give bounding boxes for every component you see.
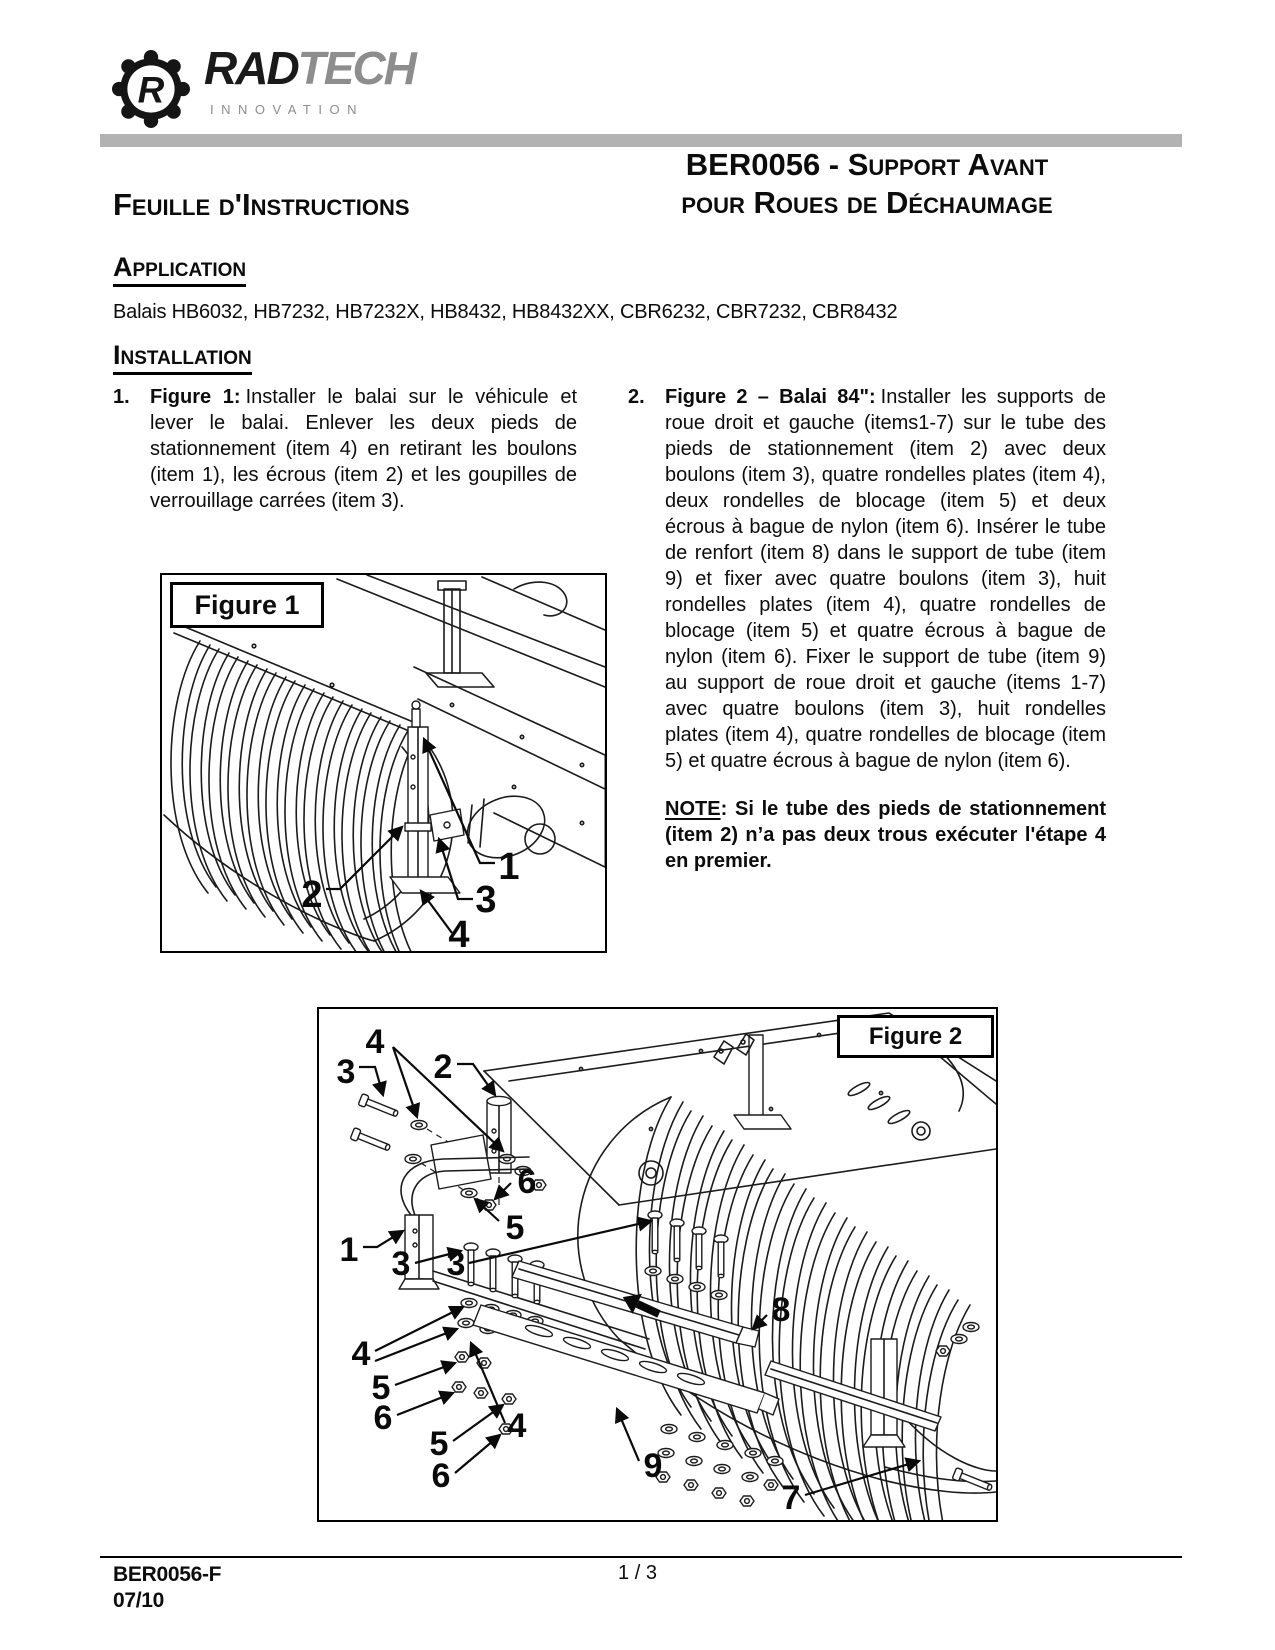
step-text bbox=[150, 384, 577, 514]
badge-letter: R bbox=[137, 69, 165, 111]
radtech-wordmark bbox=[204, 42, 415, 130]
application-heading: Application bbox=[113, 252, 246, 287]
wordmark-tech: TECH bbox=[297, 42, 415, 94]
figure2-callout-6c: 6 bbox=[431, 1457, 451, 1495]
figure1-drawing bbox=[162, 575, 605, 951]
figure2-callout-4b: 4 bbox=[351, 1335, 371, 1373]
figure2-callout-7: 7 bbox=[781, 1479, 801, 1517]
figure1-callout-1: 1 bbox=[498, 846, 520, 888]
figure2-callout-6a: 6 bbox=[517, 1163, 537, 1201]
installation-note bbox=[665, 796, 1106, 874]
figure2-callout-5b: 5 bbox=[371, 1369, 391, 1407]
product-title bbox=[628, 146, 1106, 222]
installation-step-1 bbox=[113, 384, 577, 514]
figure1-callout-4: 4 bbox=[448, 914, 470, 951]
figure1-callout-2: 2 bbox=[301, 874, 323, 916]
figure2-callout-9: 9 bbox=[643, 1447, 663, 1485]
product-title-line1: BER0056 - Support Avant bbox=[685, 147, 1049, 182]
figure2-callout-5a: 5 bbox=[505, 1209, 525, 1247]
step-body: Installer le balai sur le véhicule et lever le balai. Enlever les deux pieds de stationnement (item 4) en retirant les boulons (item 1), les écrous (item 2) et les goupilles de verrouillage carrées (item 3). bbox=[150, 386, 577, 512]
footer-rule bbox=[100, 1556, 1182, 1558]
step-number: 2. bbox=[628, 386, 645, 408]
installation-heading: Installation bbox=[113, 340, 252, 375]
figure1-frame bbox=[160, 573, 607, 953]
figure1-label: Figure 1 bbox=[170, 582, 324, 628]
figure2-callout-8: 8 bbox=[771, 1291, 791, 1329]
radtech-badge-icon bbox=[112, 50, 190, 128]
revision-date: 07/10 bbox=[113, 1589, 165, 1612]
figure2-callout-3a: 3 bbox=[336, 1053, 356, 1091]
figure1-callout-3: 3 bbox=[475, 879, 497, 921]
figure2-label: Figure 2 bbox=[837, 1015, 994, 1058]
figure2-callout-4c: 4 bbox=[507, 1407, 527, 1445]
note-text: : Si le tube des pieds de stationnement (item 2) n’a pas deux trous exécuter l'étape 4 en premier. bbox=[665, 798, 1106, 872]
installation-step-2 bbox=[628, 384, 1106, 774]
figure2-callout-6b: 6 bbox=[373, 1399, 393, 1437]
figure2-callout-2: 2 bbox=[433, 1048, 453, 1086]
step-text bbox=[665, 384, 1106, 774]
step-lead: Figure 2 – Balai 84": bbox=[665, 386, 876, 408]
step-body: Installer les supports de roue droit et gauche (items1-7) sur le tube des pieds de stationnement (item 2) avec deux boulons (item 3), quatre rondelles plates (item 4), deux rondelles de blocage (item 5) et deux écrous à bague de nylon (item 6). Insérer le tube de renfort (item 8) dans le support de tube (item 9) et fixer avec quatre boulons (item 3), huit rondelles plates (item 4), quatre rondelles de blocage (item 5) et quatre écrous à bague de nylon (item 6). Fixer le support de tube (item 9) au support de roue droit et gauche (items 1-7) avec quatre boulons (item 3), huit rondelles plates (item 4), quatre rondelles de blocage (item 5) et quatre écrous à bague de nylon (item 6). bbox=[665, 386, 1106, 772]
radtech-logo bbox=[112, 42, 415, 130]
application-models: Balais HB6032, HB7232, HB7232X, HB8432, HB8432XX, CBR6232, CBR7232, CBR8432 bbox=[113, 301, 898, 323]
product-title-line2: pour Roues de Déchaumage bbox=[681, 185, 1053, 220]
figure2-frame bbox=[317, 1007, 998, 1522]
note-label: NOTE bbox=[665, 798, 721, 820]
footer-page-indicator: 1 / 3 bbox=[618, 1562, 657, 1584]
figure2-callout-4a: 4 bbox=[365, 1023, 385, 1061]
instruction-column-left bbox=[113, 384, 577, 514]
wordmark-rad: RAD bbox=[204, 42, 298, 94]
figure2-drawing bbox=[319, 1009, 996, 1520]
doc-title: Feuille d'Instructions bbox=[113, 187, 410, 222]
step-number: 1. bbox=[113, 386, 130, 408]
figure2-callout-5c: 5 bbox=[429, 1425, 449, 1463]
figure2-callout-3b: 3 bbox=[391, 1245, 411, 1283]
figure2-callout-1: 1 bbox=[339, 1231, 359, 1269]
instruction-column-right bbox=[628, 384, 1106, 874]
doc-code: BER0056-F bbox=[113, 1563, 222, 1586]
wordmark-subtitle: INNOVATION bbox=[210, 102, 364, 117]
figure2-callout-3c: 3 bbox=[446, 1245, 466, 1283]
step-lead: Figure 1: bbox=[150, 386, 241, 408]
